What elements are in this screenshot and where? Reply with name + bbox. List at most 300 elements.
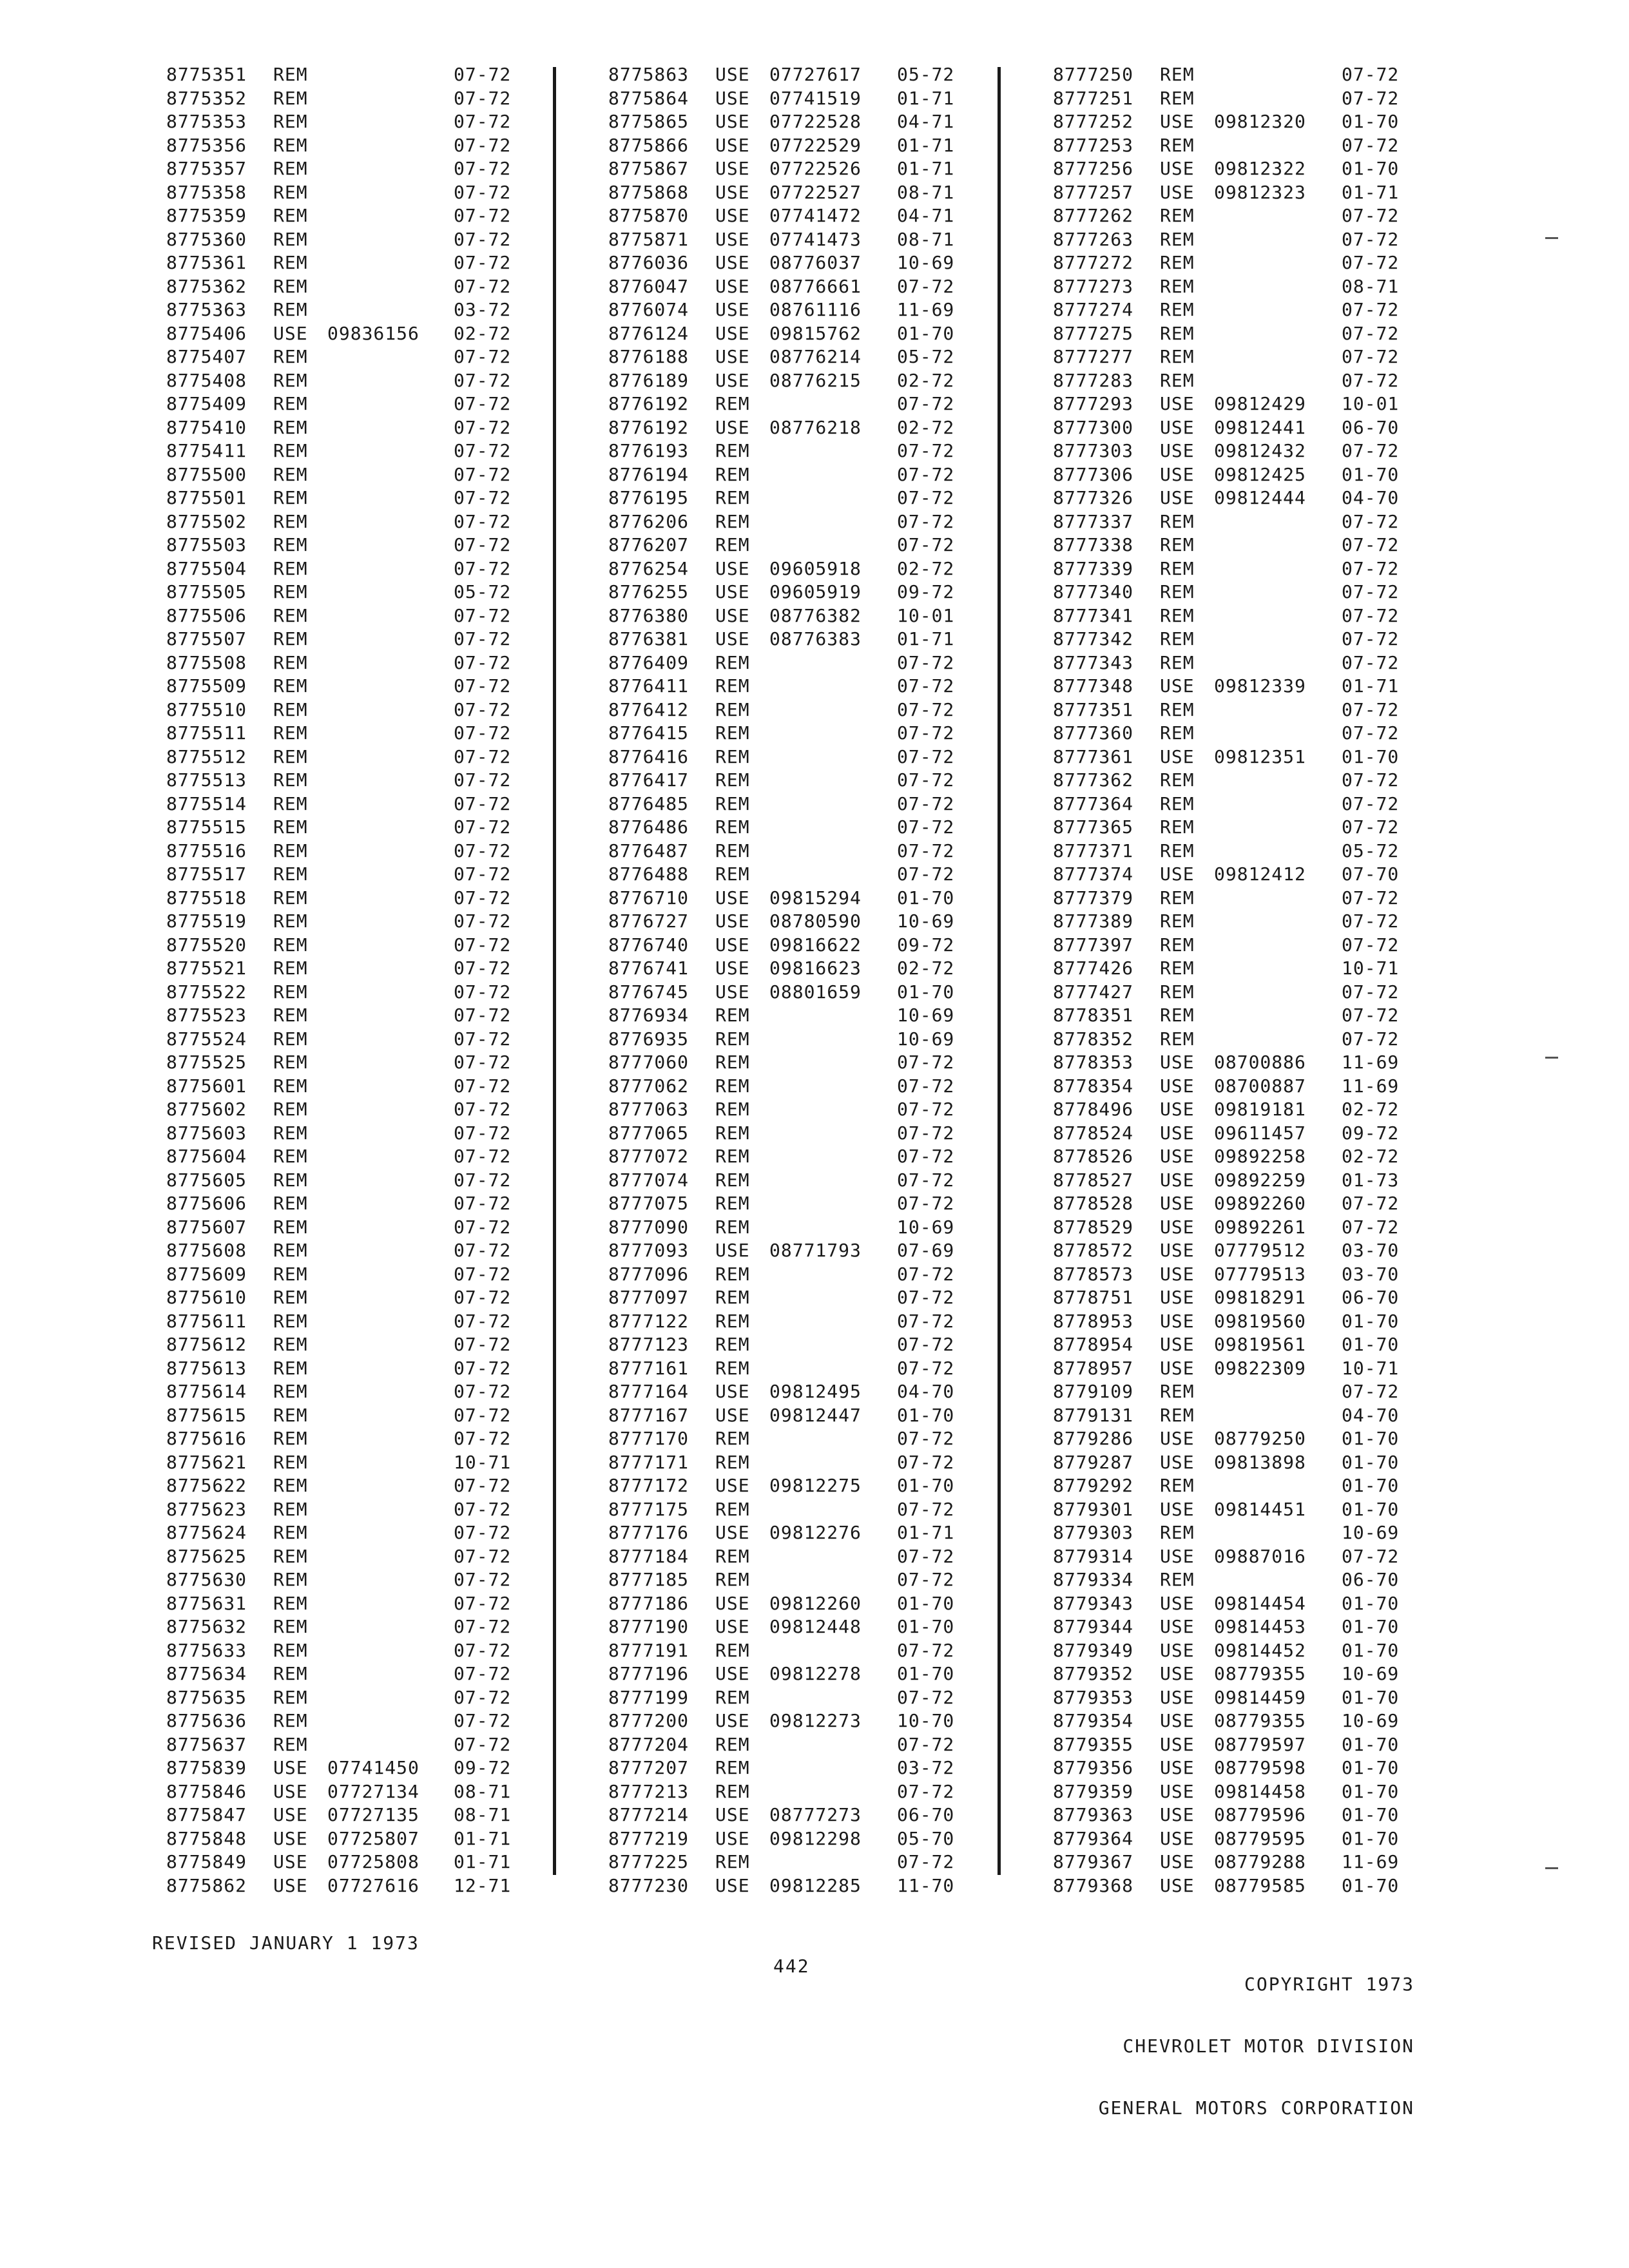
effective-date: 07-72	[454, 557, 512, 579]
effective-date: 01-70	[897, 322, 955, 344]
replacement-part: 07779512	[1214, 1240, 1306, 1261]
action-code: REM	[273, 1216, 308, 1238]
action-code: USE	[1160, 1639, 1195, 1661]
part-number: 8775511	[166, 722, 247, 744]
effective-date: 07-72	[454, 205, 512, 226]
action-code: REM	[1160, 1028, 1195, 1050]
replacement-part: 08779596	[1214, 1804, 1306, 1825]
replacement-part: 09812444	[1214, 487, 1306, 508]
effective-date: 07-72	[1342, 299, 1400, 320]
part-number: 8775505	[166, 581, 247, 602]
action-code: REM	[273, 205, 308, 226]
effective-date: 07-72	[454, 769, 512, 791]
part-number: 8777272	[1053, 252, 1134, 273]
part-number: 8777342	[1053, 628, 1134, 649]
action-code: USE	[1160, 1334, 1195, 1355]
part-number: 8777426	[1053, 957, 1134, 979]
effective-date: 02-72	[897, 557, 955, 579]
effective-date: 07-72	[1342, 87, 1400, 109]
action-code: REM	[273, 510, 308, 532]
part-number: 8775361	[166, 252, 247, 273]
part-number: 8776710	[608, 887, 689, 908]
effective-date: 07-72	[454, 346, 512, 367]
part-number: 8777250	[1053, 64, 1134, 85]
effective-date: 07-72	[897, 793, 955, 814]
effective-date: 01-70	[1342, 1428, 1400, 1449]
copyright-block	[1099, 1933, 1414, 2160]
action-code: REM	[273, 1310, 308, 1332]
action-code: USE	[1160, 1757, 1195, 1778]
effective-date: 07-72	[1342, 322, 1400, 344]
action-code: USE	[1160, 1146, 1195, 1167]
part-number: 8779367	[1053, 1851, 1134, 1872]
effective-date: 07-72	[1342, 134, 1400, 156]
effective-date: 06-70	[1342, 1287, 1400, 1308]
action-code: USE	[1160, 463, 1195, 485]
part-number: 8778352	[1053, 1028, 1134, 1050]
action-code: USE	[1160, 181, 1195, 203]
part-number: 8777362	[1053, 769, 1134, 791]
part-number: 8775623	[166, 1498, 247, 1520]
replacement-part: 07727134	[327, 1780, 419, 1802]
part-number: 8775509	[166, 675, 247, 697]
effective-date: 06-70	[1342, 416, 1400, 438]
effective-date: 07-72	[897, 1146, 955, 1167]
effective-date: 01-71	[897, 628, 955, 649]
action-code: REM	[273, 698, 308, 720]
part-number: 8777161	[608, 1357, 689, 1379]
action-code: USE	[1160, 1592, 1195, 1614]
part-number: 8777219	[608, 1827, 689, 1849]
effective-date: 07-70	[1342, 863, 1400, 885]
effective-date: 07-72	[454, 1639, 512, 1661]
part-number: 8777065	[608, 1122, 689, 1144]
action-code: USE	[1160, 1710, 1195, 1731]
part-number: 8775519	[166, 910, 247, 932]
part-number: 8775603	[166, 1122, 247, 1144]
part-number: 8778351	[1053, 1004, 1134, 1026]
action-code: USE	[715, 1710, 750, 1731]
replacement-part: 09812320	[1214, 111, 1306, 132]
action-code: REM	[273, 816, 308, 838]
action-code: REM	[273, 1146, 308, 1167]
effective-date: 07-72	[454, 722, 512, 744]
part-number: 8776727	[608, 910, 689, 932]
part-number: 8779353	[1053, 1686, 1134, 1708]
part-number: 8779131	[1053, 1404, 1134, 1426]
effective-date: 07-72	[897, 1780, 955, 1802]
part-number: 8777184	[608, 1545, 689, 1567]
action-code: REM	[273, 1240, 308, 1261]
effective-date: 08-71	[1342, 275, 1400, 297]
effective-date: 07-72	[1342, 252, 1400, 273]
action-code: REM	[273, 1357, 308, 1379]
effective-date: 07-72	[454, 1240, 512, 1261]
effective-date: 07-72	[1342, 628, 1400, 649]
action-code: REM	[273, 416, 308, 438]
action-code: REM	[1160, 887, 1195, 908]
part-number: 8779286	[1053, 1428, 1134, 1449]
effective-date: 01-70	[1342, 463, 1400, 485]
replacement-part: 09836156	[327, 322, 419, 344]
action-code: REM	[715, 1545, 750, 1567]
part-number: 8777072	[608, 1146, 689, 1167]
replacement-part: 09812429	[1214, 393, 1306, 414]
part-number: 8775631	[166, 1592, 247, 1614]
part-number: 8779356	[1053, 1757, 1134, 1778]
action-code: REM	[715, 1334, 750, 1355]
part-number: 8777374	[1053, 863, 1134, 885]
effective-date: 07-72	[454, 1099, 512, 1120]
action-code: REM	[273, 1099, 308, 1120]
action-code: REM	[715, 1263, 750, 1285]
effective-date: 07-72	[454, 1381, 512, 1402]
action-code: REM	[1160, 769, 1195, 791]
effective-date: 07-72	[897, 1851, 955, 1872]
part-number: 8776488	[608, 863, 689, 885]
replacement-part: 07722526	[769, 158, 862, 179]
action-code: REM	[715, 1216, 750, 1238]
effective-date: 01-70	[1342, 1616, 1400, 1637]
action-code: USE	[715, 275, 750, 297]
action-code: USE	[273, 1804, 308, 1825]
effective-date: 07-72	[454, 698, 512, 720]
part-number: 8777251	[1053, 87, 1134, 109]
part-number: 8777303	[1053, 440, 1134, 461]
action-code: REM	[715, 510, 750, 532]
action-code: REM	[273, 1616, 308, 1637]
part-number: 8777207	[608, 1757, 689, 1778]
part-number: 8777364	[1053, 793, 1134, 814]
effective-date: 07-72	[897, 840, 955, 861]
action-code: REM	[1160, 1004, 1195, 1026]
action-code: USE	[715, 205, 750, 226]
part-number: 8775516	[166, 840, 247, 861]
effective-date: 01-70	[1342, 1733, 1400, 1755]
effective-date: 07-72	[454, 1733, 512, 1755]
action-code: REM	[273, 1451, 308, 1473]
effective-date: 07-72	[454, 675, 512, 697]
effective-date: 11-69	[1342, 1075, 1400, 1097]
effective-date: 01-70	[1342, 1498, 1400, 1520]
action-code: REM	[273, 1569, 308, 1590]
effective-date: 02-72	[1342, 1146, 1400, 1167]
effective-date: 07-72	[454, 369, 512, 391]
action-code: USE	[715, 1874, 750, 1896]
action-code: REM	[273, 1663, 308, 1684]
part-number: 8777062	[608, 1075, 689, 1097]
part-number: 8775524	[166, 1028, 247, 1050]
action-code: REM	[1160, 275, 1195, 297]
effective-date: 07-72	[454, 1193, 512, 1214]
replacement-part: 08776215	[769, 369, 862, 391]
action-code: USE	[273, 1757, 308, 1778]
action-code: REM	[715, 793, 750, 814]
part-number: 8777122	[608, 1310, 689, 1332]
part-number: 8778954	[1053, 1334, 1134, 1355]
effective-date: 07-69	[897, 1240, 955, 1261]
part-number: 8779368	[1053, 1874, 1134, 1896]
part-number: 8775409	[166, 393, 247, 414]
action-code: REM	[1160, 87, 1195, 109]
action-code: REM	[715, 1052, 750, 1073]
part-number: 8777191	[608, 1639, 689, 1661]
part-number: 8775616	[166, 1428, 247, 1449]
copyright-line: COPYRIGHT 1973	[1244, 1974, 1414, 1995]
action-code: REM	[273, 1592, 308, 1614]
part-number: 8778957	[1053, 1357, 1134, 1379]
part-number: 8779343	[1053, 1592, 1134, 1614]
division-line: CHEVROLET MOTOR DIVISION	[1123, 2035, 1414, 2057]
effective-date: 07-72	[454, 1169, 512, 1191]
action-code: USE	[715, 64, 750, 85]
action-code: USE	[1160, 1545, 1195, 1567]
action-code: REM	[273, 64, 308, 85]
part-number: 8777213	[608, 1780, 689, 1802]
action-code: USE	[715, 887, 750, 908]
part-number: 8779355	[1053, 1733, 1134, 1755]
replacement-part: 07725807	[327, 1827, 419, 1849]
replacement-part: 08776218	[769, 416, 862, 438]
action-code: REM	[1160, 628, 1195, 649]
part-number: 8777256	[1053, 158, 1134, 179]
part-number: 8775507	[166, 628, 247, 649]
effective-date: 07-72	[454, 1592, 512, 1614]
effective-date: 01-70	[1342, 1804, 1400, 1825]
action-code: USE	[1160, 1263, 1195, 1285]
part-number: 8777371	[1053, 840, 1134, 861]
replacement-part: 08780590	[769, 910, 862, 932]
action-code: REM	[273, 87, 308, 109]
part-number: 8777186	[608, 1592, 689, 1614]
action-code: USE	[715, 957, 750, 979]
effective-date: 07-72	[454, 1686, 512, 1708]
action-code: REM	[1160, 557, 1195, 579]
action-code: USE	[715, 1404, 750, 1426]
action-code: REM	[273, 1052, 308, 1073]
action-code: USE	[715, 1663, 750, 1684]
action-code: REM	[273, 604, 308, 626]
part-number: 8775512	[166, 745, 247, 767]
action-code: REM	[273, 369, 308, 391]
part-number: 8776207	[608, 534, 689, 555]
part-number: 8776416	[608, 745, 689, 767]
effective-date: 07-72	[897, 1545, 955, 1567]
action-code: REM	[273, 275, 308, 297]
part-number: 8776047	[608, 275, 689, 297]
replacement-part: 08779250	[1214, 1428, 1306, 1449]
part-number: 8777090	[608, 1216, 689, 1238]
effective-date: 07-72	[897, 1428, 955, 1449]
action-code: REM	[715, 1004, 750, 1026]
effective-date: 11-69	[897, 299, 955, 320]
replacement-part: 09812260	[769, 1592, 862, 1614]
effective-date: 07-72	[897, 1099, 955, 1120]
part-number: 8775608	[166, 1240, 247, 1261]
replacement-part: 07722527	[769, 181, 862, 203]
action-code: USE	[715, 369, 750, 391]
effective-date: 01-70	[897, 1404, 955, 1426]
action-code: REM	[1160, 1522, 1195, 1543]
action-code: USE	[715, 299, 750, 320]
effective-date: 07-72	[454, 393, 512, 414]
effective-date: 07-72	[897, 1310, 955, 1332]
action-code: USE	[1160, 1780, 1195, 1802]
part-number: 8775606	[166, 1193, 247, 1214]
part-number: 8775500	[166, 463, 247, 485]
part-number: 8777199	[608, 1686, 689, 1708]
replacement-part: 07727135	[327, 1804, 419, 1825]
action-code: REM	[1160, 698, 1195, 720]
effective-date: 10-69	[897, 1216, 955, 1238]
action-code: USE	[715, 228, 750, 250]
action-code: REM	[715, 1028, 750, 1050]
replacement-part: 08776382	[769, 604, 862, 626]
action-code: REM	[715, 1569, 750, 1590]
part-number: 8775625	[166, 1545, 247, 1567]
effective-date: 07-72	[897, 1686, 955, 1708]
action-code: USE	[1160, 393, 1195, 414]
part-number: 8777257	[1053, 181, 1134, 203]
action-code: USE	[1160, 1498, 1195, 1520]
part-number: 8777427	[1053, 981, 1134, 1003]
action-code: REM	[273, 252, 308, 273]
action-code: USE	[1160, 1216, 1195, 1238]
part-number: 8775523	[166, 1004, 247, 1026]
action-code: REM	[1160, 793, 1195, 814]
effective-date: 07-72	[897, 487, 955, 508]
replacement-part: 07722528	[769, 111, 862, 132]
action-code: REM	[715, 393, 750, 414]
effective-date: 09-72	[897, 934, 955, 956]
action-code: USE	[273, 1874, 308, 1896]
replacement-part: 09605919	[769, 581, 862, 602]
replacement-part: 09812412	[1214, 863, 1306, 885]
action-code: USE	[715, 1240, 750, 1261]
replacement-part: 08777273	[769, 1804, 862, 1825]
part-number: 8776745	[608, 981, 689, 1003]
part-number: 8776935	[608, 1028, 689, 1050]
effective-date: 07-72	[897, 1334, 955, 1355]
effective-date: 03-72	[454, 299, 512, 320]
part-number: 8777339	[1053, 557, 1134, 579]
replacement-part: 08776383	[769, 628, 862, 649]
replacement-part: 09818291	[1214, 1287, 1306, 1308]
effective-date: 07-72	[454, 463, 512, 485]
replacement-part: 08700886	[1214, 1052, 1306, 1073]
part-number: 8775622	[166, 1475, 247, 1496]
part-number: 8775632	[166, 1616, 247, 1637]
part-number: 8777230	[608, 1874, 689, 1896]
part-number: 8779287	[1053, 1451, 1134, 1473]
action-code: REM	[1160, 581, 1195, 602]
part-number: 8775614	[166, 1381, 247, 1402]
action-code: REM	[1160, 369, 1195, 391]
effective-date: 07-72	[454, 1028, 512, 1050]
replacement-part: 07741450	[327, 1757, 419, 1778]
part-number: 8777273	[1053, 275, 1134, 297]
effective-date: 07-72	[1342, 1545, 1400, 1567]
effective-date: 07-72	[897, 393, 955, 414]
part-number: 8775630	[166, 1569, 247, 1590]
replacement-part: 07779513	[1214, 1263, 1306, 1285]
replacement-part: 09819561	[1214, 1334, 1306, 1355]
part-number: 8775352	[166, 87, 247, 109]
action-code: USE	[1160, 111, 1195, 132]
action-code: USE	[1160, 1804, 1195, 1825]
effective-date: 10-01	[1342, 393, 1400, 414]
replacement-part: 08771793	[769, 1240, 862, 1261]
effective-date: 05-72	[897, 64, 955, 85]
effective-date: 07-72	[897, 769, 955, 791]
action-code: REM	[273, 1545, 308, 1567]
action-code: REM	[715, 1639, 750, 1661]
effective-date: 06-70	[897, 1804, 955, 1825]
effective-date: 07-72	[1342, 604, 1400, 626]
action-code: REM	[1160, 651, 1195, 673]
replacement-part: 07741472	[769, 205, 862, 226]
action-code: REM	[273, 1193, 308, 1214]
action-code: USE	[1160, 416, 1195, 438]
action-code: REM	[715, 816, 750, 838]
action-code: REM	[273, 1381, 308, 1402]
effective-date: 07-72	[454, 910, 512, 932]
part-number: 8777340	[1053, 581, 1134, 602]
effective-date: 09-72	[1342, 1122, 1400, 1144]
effective-date: 07-72	[897, 1733, 955, 1755]
action-code: REM	[273, 228, 308, 250]
part-number: 8777170	[608, 1428, 689, 1449]
replacement-part: 09605918	[769, 557, 862, 579]
replacement-part: 07741473	[769, 228, 862, 250]
part-number: 8775504	[166, 557, 247, 579]
part-number: 8775508	[166, 651, 247, 673]
effective-date: 07-72	[1342, 64, 1400, 85]
action-code: USE	[715, 934, 750, 956]
effective-date: 07-72	[1342, 369, 1400, 391]
action-code: USE	[1160, 1616, 1195, 1637]
effective-date: 07-72	[454, 628, 512, 649]
effective-date: 08-71	[454, 1780, 512, 1802]
effective-date: 07-72	[454, 181, 512, 203]
replacement-part: 07727616	[327, 1874, 419, 1896]
action-code: REM	[273, 793, 308, 814]
effective-date: 07-72	[454, 745, 512, 767]
effective-date: 07-72	[454, 887, 512, 908]
column-divider	[998, 67, 1001, 1875]
effective-date: 07-72	[1342, 769, 1400, 791]
action-code: REM	[273, 111, 308, 132]
effective-date: 01-70	[1342, 1310, 1400, 1332]
effective-date: 10-69	[897, 1004, 955, 1026]
effective-date: 07-72	[454, 1146, 512, 1167]
part-number: 8777360	[1053, 722, 1134, 744]
part-number: 8779301	[1053, 1498, 1134, 1520]
part-number: 8777225	[608, 1851, 689, 1872]
part-number: 8778496	[1053, 1099, 1134, 1120]
effective-date: 01-71	[897, 158, 955, 179]
part-number: 8778526	[1053, 1146, 1134, 1167]
part-number: 8775848	[166, 1827, 247, 1849]
action-code: REM	[1160, 1404, 1195, 1426]
effective-date: 07-72	[454, 604, 512, 626]
replacement-part: 09816623	[769, 957, 862, 979]
action-code: REM	[715, 487, 750, 508]
effective-date: 07-72	[454, 275, 512, 297]
part-number: 8777093	[608, 1240, 689, 1261]
part-number: 8777274	[1053, 299, 1134, 320]
part-number: 8776036	[608, 252, 689, 273]
